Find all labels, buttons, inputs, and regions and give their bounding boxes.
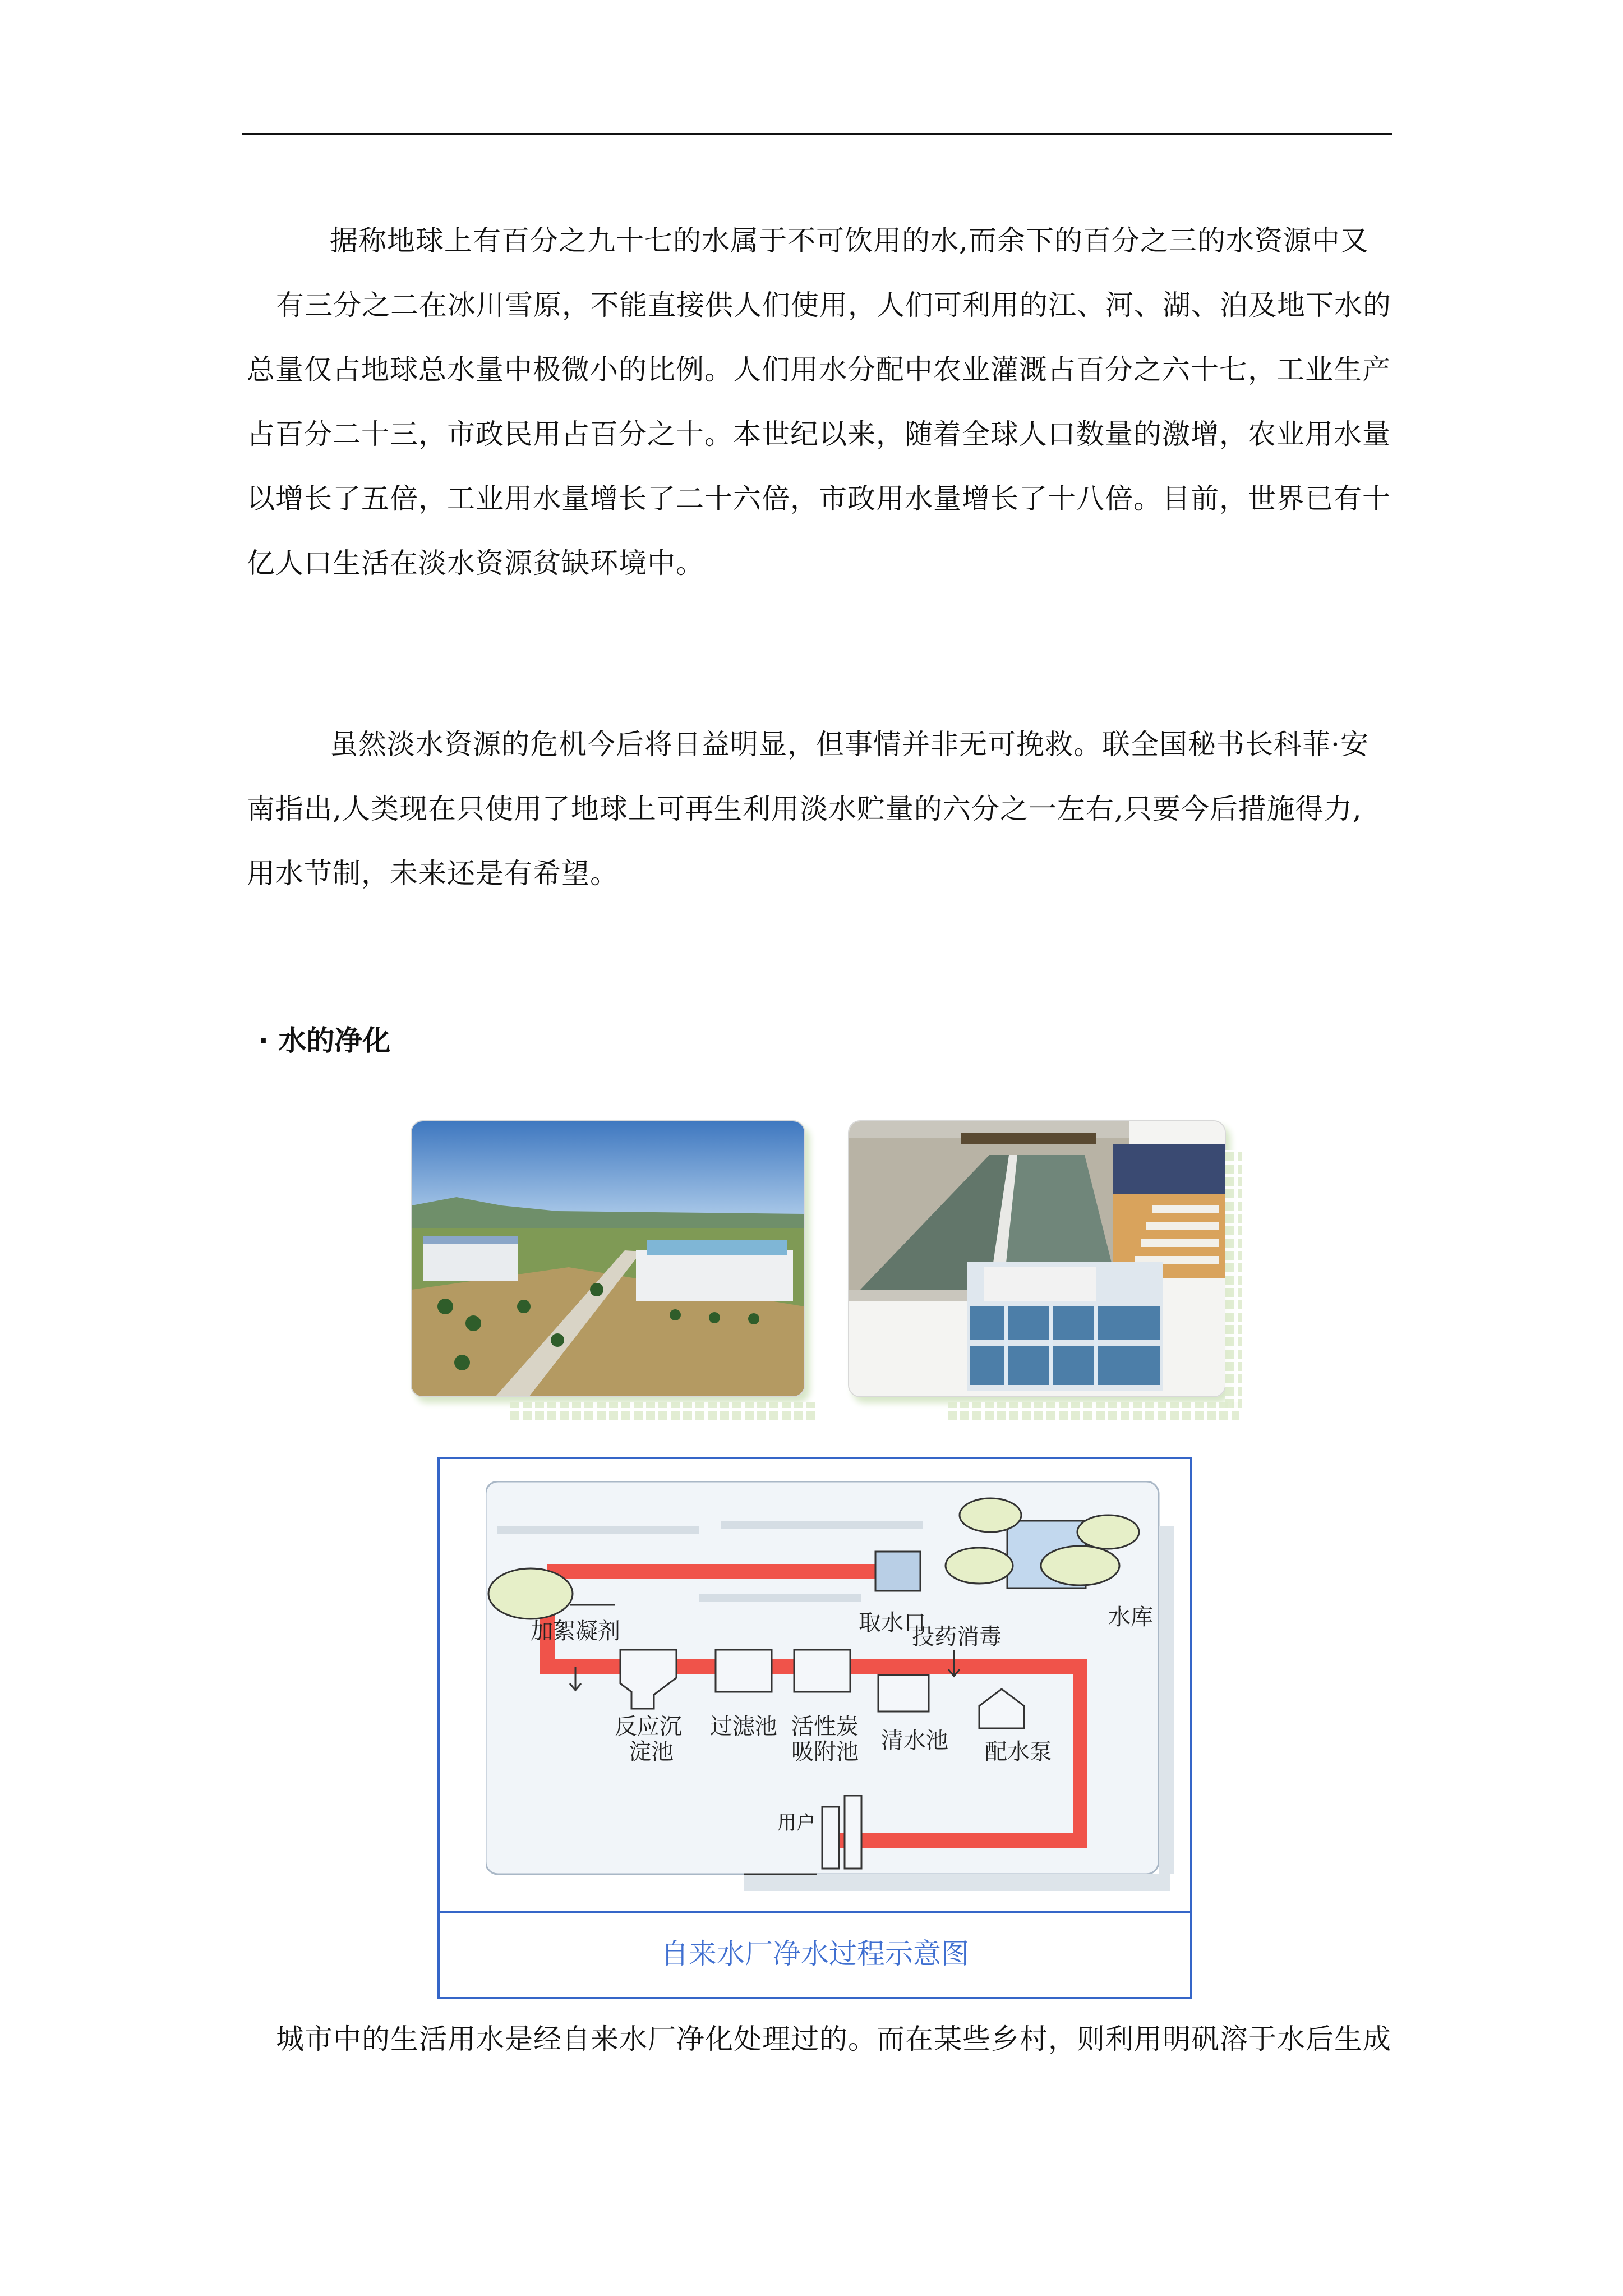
paragraph-line: 南指出,人类现在只使用了地球上可再生利用淡水贮量的六分之一左右,只要今后措施得力, xyxy=(247,793,1362,825)
label-coagulant: 加絮凝剂 xyxy=(531,1618,620,1644)
user-building xyxy=(822,1807,839,1869)
filter-tank xyxy=(716,1650,772,1692)
sedimentation-tanks-photo-collage xyxy=(848,1120,1226,1397)
paragraph-line: 有三分之二在冰川雪原，不能直接供人们使用，人们可利用的江、河、湖、泊及地下水的 xyxy=(276,289,1391,321)
water-treatment-diagram xyxy=(486,1481,1175,1902)
intake-structure xyxy=(875,1552,920,1591)
figure-caption: 自来水厂净水过程示意图 xyxy=(661,1938,969,1970)
paragraph-water-resources xyxy=(247,209,1391,596)
label-pump: 配水泵 xyxy=(985,1739,1052,1765)
paragraph-line: 亿人口生活在淡水资源贫缺环境中。 xyxy=(247,547,704,579)
label-reaction-2: 淀池 xyxy=(629,1739,674,1765)
label-reaction-1: 反应沉 xyxy=(615,1714,682,1740)
caption-divider xyxy=(440,1911,1190,1913)
paragraph-line: 据称地球上有百分之九十七的水属于不可饮用的水,而余下的百分之三的水资源中又 xyxy=(330,224,1369,257)
decorative-pattern xyxy=(948,1402,1239,1420)
paragraph-line: 占百分二十三，市政民用占百分之十。本世纪以来，随着全球人口数量的激增，农业用水量 xyxy=(247,418,1391,450)
label-carbon-2: 吸附池 xyxy=(791,1739,859,1765)
paragraph-line: 用水节制，未来还是有希望。 xyxy=(247,857,619,890)
paragraph-line: 虽然淡水资源的危机今后将日益明显，但事情并非无可挽救。联全国秘书长科菲·安 xyxy=(330,728,1369,761)
label-reservoir: 水库 xyxy=(1108,1604,1153,1630)
paragraph-line: 以增长了五倍，工业用水量增长了二十六倍，市政用水量增长了十八倍。目前，世界已有十 xyxy=(247,482,1391,515)
label-carbon-1: 活性炭 xyxy=(791,1714,859,1740)
label-filter: 过滤池 xyxy=(710,1714,777,1740)
water-plant-aerial-photo xyxy=(411,1120,805,1397)
label-intake: 取水口 xyxy=(859,1610,926,1636)
paragraph-freshwater-crisis xyxy=(247,712,1391,906)
label-user: 用户 xyxy=(777,1812,815,1834)
clear-water-tank xyxy=(878,1675,929,1711)
section-heading: · 水的净化 xyxy=(258,1024,391,1057)
activated-carbon-tank xyxy=(794,1650,850,1692)
paragraph-line: 总量仅占地球总水量中极微小的比例。人们用水分配中农业灌溉占百分之六十七，工业生产 xyxy=(247,353,1391,386)
water-treatment-figure xyxy=(437,1457,1192,1999)
paragraph-line: 城市中的生活用水是经自来水厂净化处理过的。而在某些乡村，则利用明矾溶于水后生成 xyxy=(276,2023,1391,2055)
decorative-pattern xyxy=(1225,1150,1242,1408)
paragraph-city-water xyxy=(247,2017,1391,2062)
decorative-pattern xyxy=(510,1402,819,1420)
label-clear: 清水池 xyxy=(881,1728,948,1754)
header-rule xyxy=(242,133,1392,135)
label-disinfect: 投药消毒 xyxy=(912,1624,1002,1650)
